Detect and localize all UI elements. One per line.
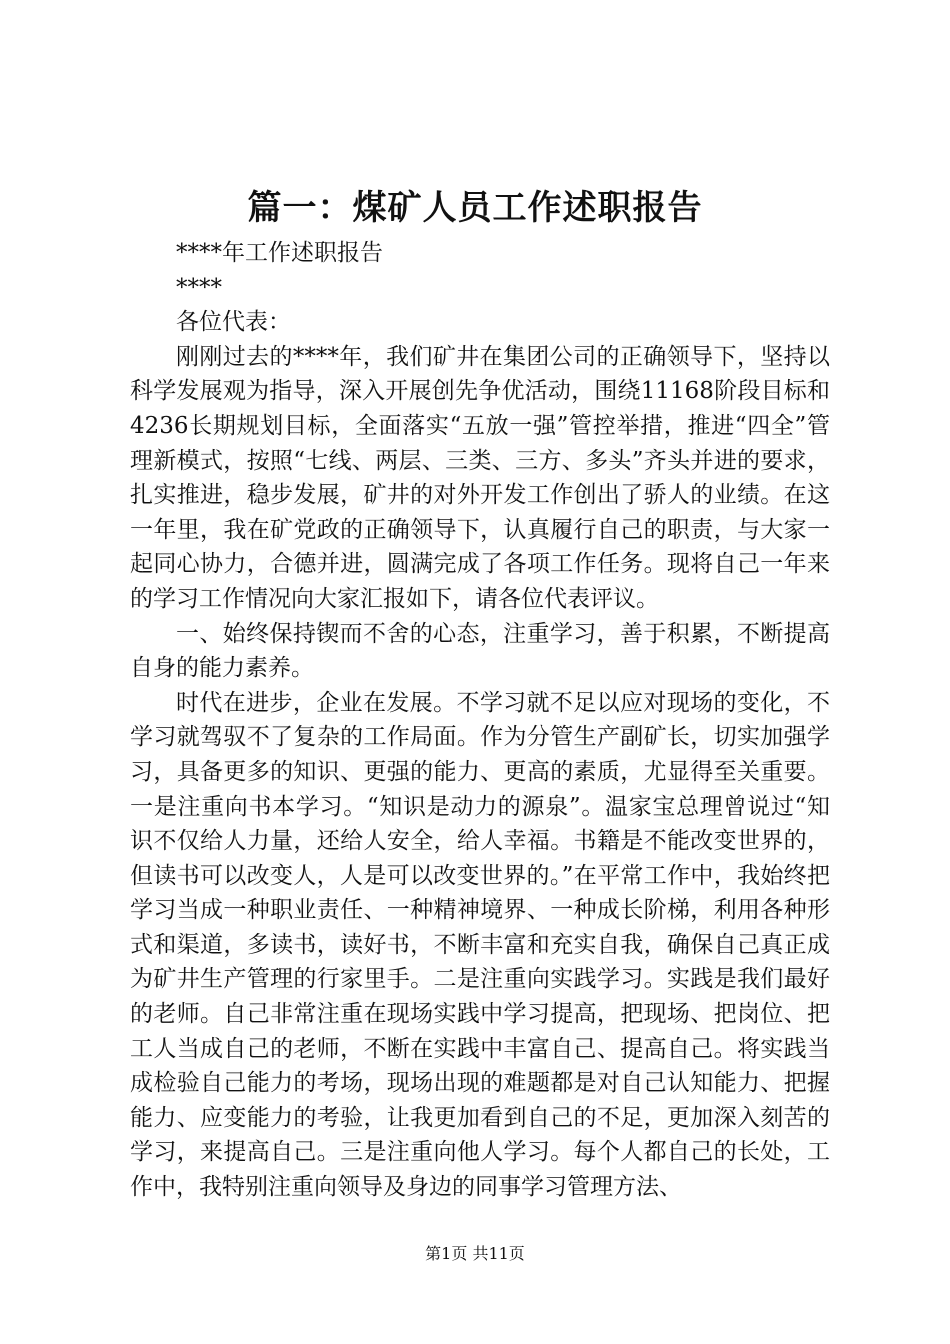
document-title: 篇一：煤矿人员工作述职报告 <box>247 188 703 228</box>
report-heading: ****年工作述职报告 <box>176 240 383 266</box>
author-placeholder: **** <box>176 274 222 301</box>
body-paragraph: 刚刚过去的****年，我们矿井在集团公司的正确领导下，坚持以科学发展观为指导，深入开展创先争优活动，围绕11168阶段目标和4236长期规划目标，全面落实“五放一强”管控举措，推进“四全”管理新模式，按照“七线、两层、三类、三方、多头”齐头并进的要求，扎实推进，稳步发展，矿井的对外开发工作创出了骄人的业绩。在这一年里，我在矿党政的正确领导下，认真履行自己的职责，与大家一起同心协力，合德并进，圆满完成了各项工作任务。现将自己一年来的学习工作情况向大家汇报如下，请各位代表评议。 <box>130 343 830 612</box>
salutation: 各位代表： <box>176 309 291 336</box>
page-number: 第1页 共11页 <box>425 1244 525 1263</box>
body-paragraph: 时代在进步，企业在发展。不学习就不足以应对现场的变化，不学习就驾驭不了复杂的工作局面。作为分管生产副矿长，切实加强学习，具备更多的知识、更强的能力、更高的素质，尤显得至关重要。一是注重向书本学习。“知识是动力的源泉”。温家宝总理曾说过“知识不仅给人力量，还给人安全，给人幸福。书籍是不能改变世界的，但读书可以改变人，人是可以改变世界的。”在平常工作中，我始终把学习当成一种职业责任、一种精神境界、一种成长阶梯，利用各种形式和渠道，多读书，读好书，不断丰富和充实自我，确保自己真正成为矿井生产管理的行家里手。二是注重向实践学习。实践是我们最好的老师。自己非常注重在现场实践中学习提高，把现场、把岗位、把工人当成自己的老师，不断在实践中丰富自己、提高自己。将实践当成检验自己能力的考场，现场出现的难题都是对自己认知能力、把握能力、应变能力的考验，让我更加看到自己的不足，更加深入刻苦的学习，来提高自己。三是注重向他人学习。每个人都自己的长处，工作中，我特别注重向领导及身边的同事学习管理方法、 <box>130 689 830 1201</box>
document-body <box>130 236 830 1205</box>
section-heading: 一、始终保持锲而不舍的心态，注重学习，善于积累，不断提高自身的能力素养。 <box>130 620 830 682</box>
